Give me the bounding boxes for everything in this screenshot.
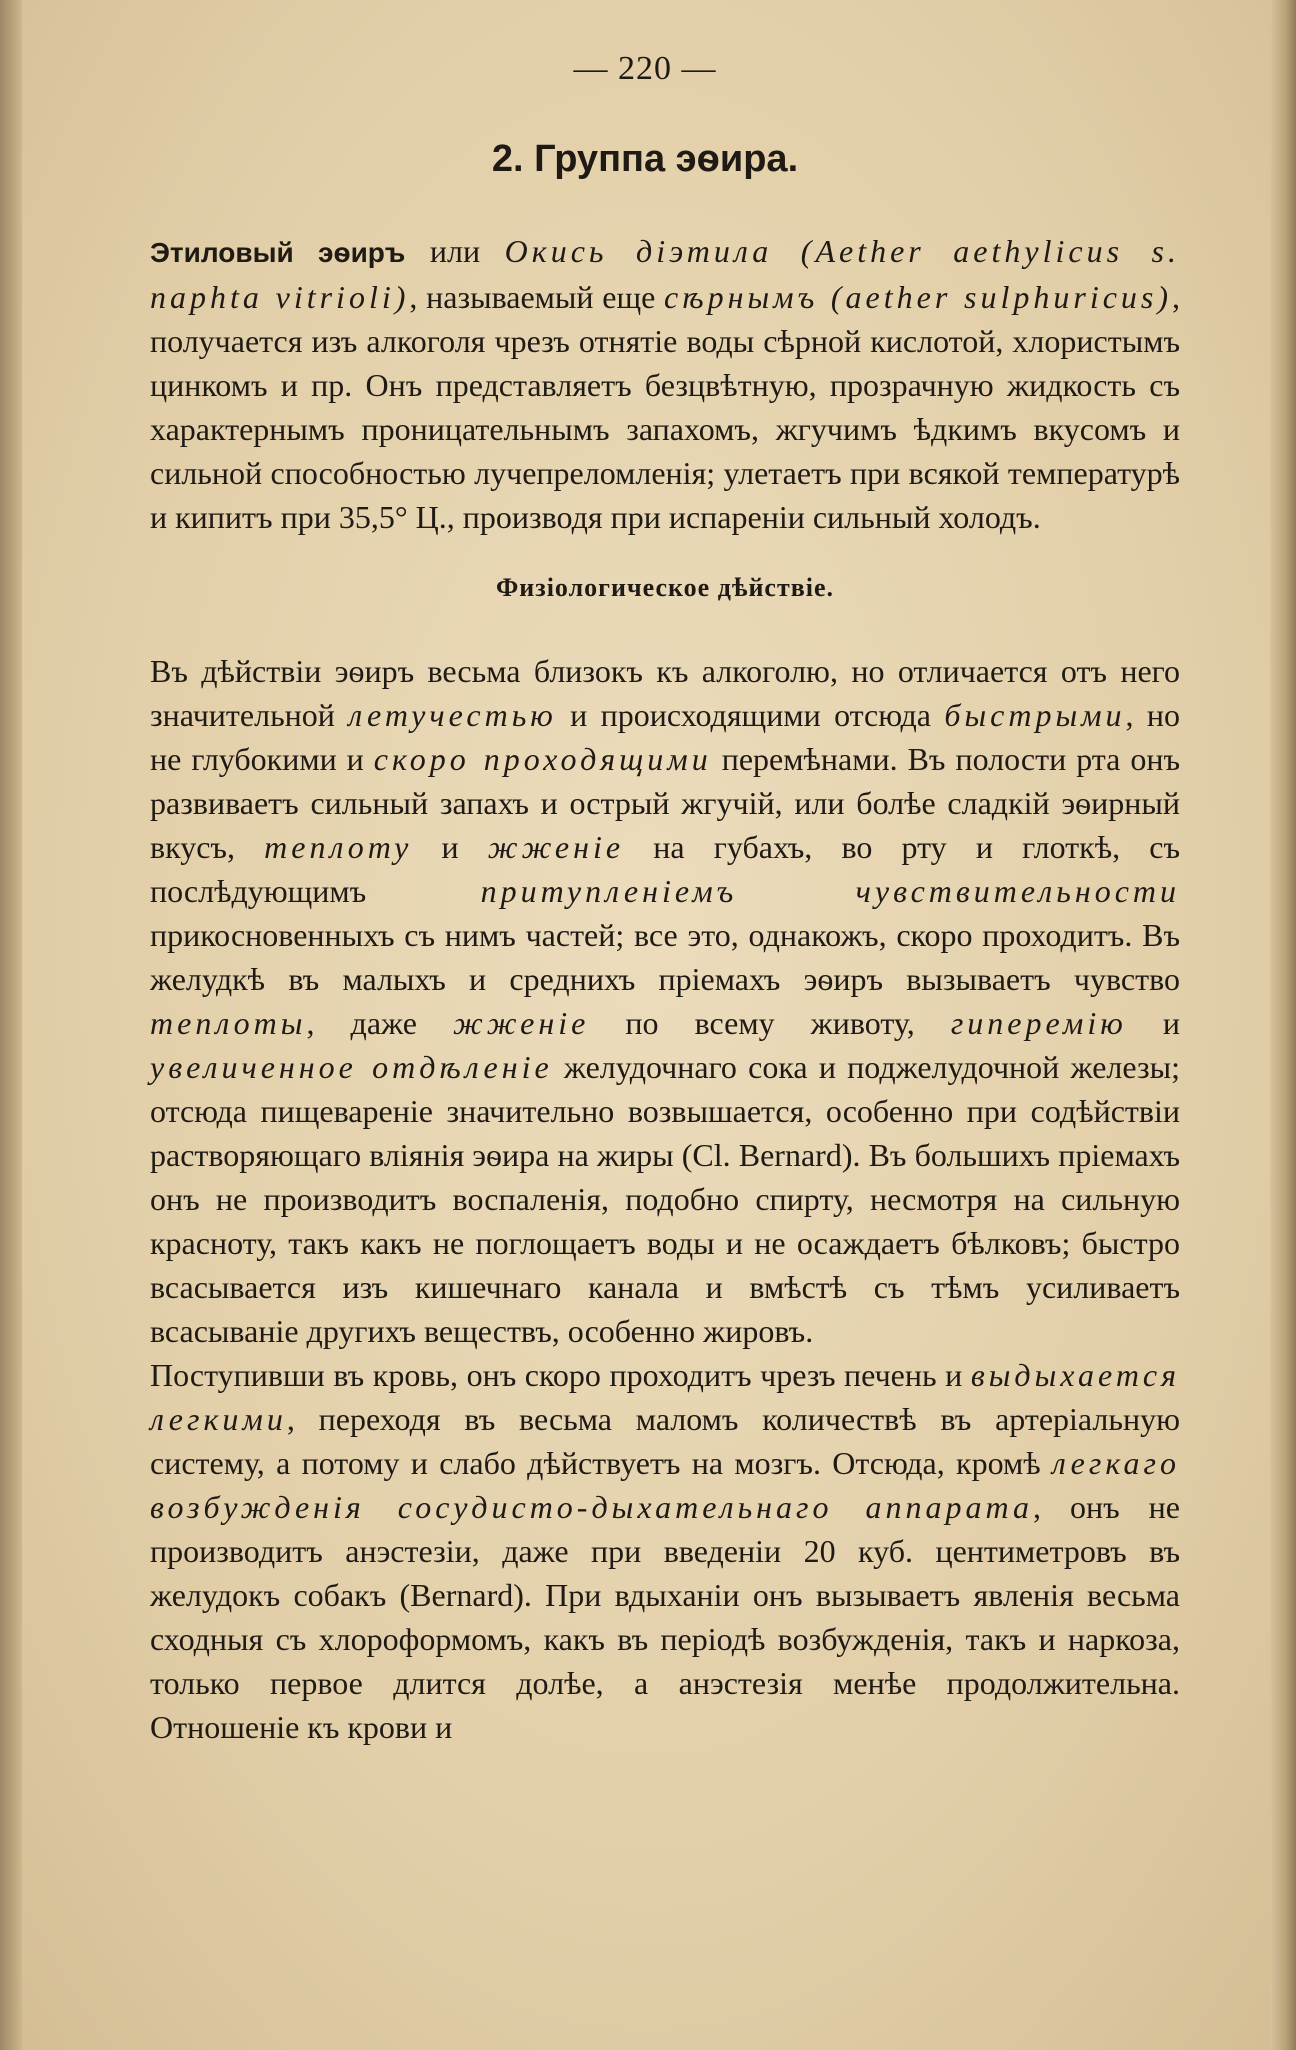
- page-left-edge: [0, 0, 22, 2050]
- para1-run-4: , но не глубокими и: [150, 697, 1181, 777]
- para2-run-0: Поступивши въ кровь, онъ скоро проходитъ чрезъ печень и: [150, 1357, 971, 1393]
- para1-run-9: жженіе: [487, 829, 625, 865]
- para1-run-12: прикосновенныхъ съ нимъ частей; все это, однакожъ, скоро проходитъ. Въ желудкѣ въ малыхъ и среднихъ пріемахъ эѳиръ вызываетъ чувство: [150, 917, 1180, 997]
- section-title: 2. Группа эѳира.: [491, 138, 799, 180]
- para1-run-14: , даже: [306, 1005, 453, 1041]
- para1-run-20: желудочнаго сока и поджелудочной железы; отсюда пищевареніе значительно возвышается, особенно при содѣйствіи растворяющаго вліянія эѳира на жиры (Cl. Bernard). Въ большихъ пріемахъ онъ не производитъ воспаленія, подобно спирту, несмотря на сильную красноту, такъ какъ не поглощаетъ воды и не осаждаетъ бѣлковъ; быстро всасывается изъ кишечнаго канала и вмѣстѣ съ тѣмъ усиливаетъ всасываніе другихъ веществъ, особенно жировъ.: [150, 1049, 1180, 1349]
- page-content: [150, 50, 1180, 1749]
- para1-run-5: скоро проходящими: [373, 741, 712, 777]
- intro-run-0: Этиловый эѳиръ: [150, 237, 406, 268]
- para1-run-19: увеличенное отдѣленіе: [150, 1049, 553, 1085]
- para1-run-7: теплоту: [264, 829, 413, 865]
- para1-run-16: по всему животу,: [589, 1005, 951, 1041]
- intro-run-2: Окись діэтила (Aether aethylicus s. naphta vitrioli): [150, 233, 1181, 315]
- para1-run-11: притупленіемъ чувствительности: [480, 873, 1180, 909]
- para1-run-13: теплоты: [150, 1005, 307, 1041]
- para2-run-3: легкаго возбужденія сосудисто-дыхательнаго аппарата: [150, 1445, 1180, 1525]
- para1-run-18: и: [1126, 1005, 1180, 1041]
- para1-run-15: жженіе: [453, 1005, 590, 1041]
- para1-run-1: летучестью: [348, 697, 557, 733]
- body-paragraph-2: [150, 1353, 1180, 1749]
- page-right-edge: [1270, 0, 1296, 2050]
- para2-run-4: , онъ не производитъ анэстезіи, даже при введеніи 20 куб. центиметровъ въ желудокъ собакъ (Bernard). При вдыханіи онъ вызываетъ явленія весьма сходныя съ хлороформомъ, какъ въ періодѣ возбужденія, такъ и наркоза, только первое длится долѣе, а анэстезія менѣе продолжительна. Отношеніе къ крови и: [150, 1489, 1181, 1745]
- para2-run-1: выдыхается легкими: [150, 1357, 1180, 1437]
- para2-run-2: , переходя въ весьма маломъ количествѣ въ артеріальную систему, а потому и слабо дѣйствуетъ на мозгъ. Отсюда, кромѣ: [150, 1401, 1180, 1481]
- para1-run-2: и происходящими отсюда: [556, 697, 945, 733]
- para1-run-3: быстрыми: [944, 697, 1126, 733]
- intro-paragraph: [150, 229, 1180, 539]
- intro-run-4: сѣрнымъ (aether sulphuricus): [664, 279, 1173, 315]
- para1-run-17: гиперемію: [950, 1005, 1127, 1041]
- intro-run-1: или: [405, 233, 505, 269]
- subsection-title: Физіологическое дѣйствіе.: [495, 573, 835, 602]
- para1-run-8: и: [412, 829, 488, 865]
- para1-run-10: на губахъ, во рту и глоткѣ, съ послѣдующимъ: [150, 829, 1181, 909]
- para1-run-0: Въ дѣйствіи эѳиръ весьма близокъ къ алкоголю, но отличается отъ него значительной: [150, 653, 1180, 733]
- page-number: — 220 —: [573, 50, 717, 87]
- body-paragraph-1: [150, 649, 1180, 1353]
- intro-run-5: , получается изъ алкоголя чрезъ отнятіе воды сѣрной кислотой, хлористымъ цинкомъ и пр. Онъ представляетъ безцвѣтную, прозрачную жидкость съ характернымъ проницательнымъ запахомъ, жгучимъ ѣдкимъ вкусомъ и сильной способностью лучепреломленія; улетаетъ при всякой температурѣ и кипитъ при 35,5° Ц., производя при испареніи сильный холодъ.: [150, 279, 1181, 535]
- para1-run-6: перемѣнами. Въ полости рта онъ развиваетъ сильный запахъ и острый жгучій, или болѣе сладкій эѳирный вкусъ,: [150, 741, 1181, 865]
- intro-run-3: , называемый еще: [409, 279, 665, 315]
